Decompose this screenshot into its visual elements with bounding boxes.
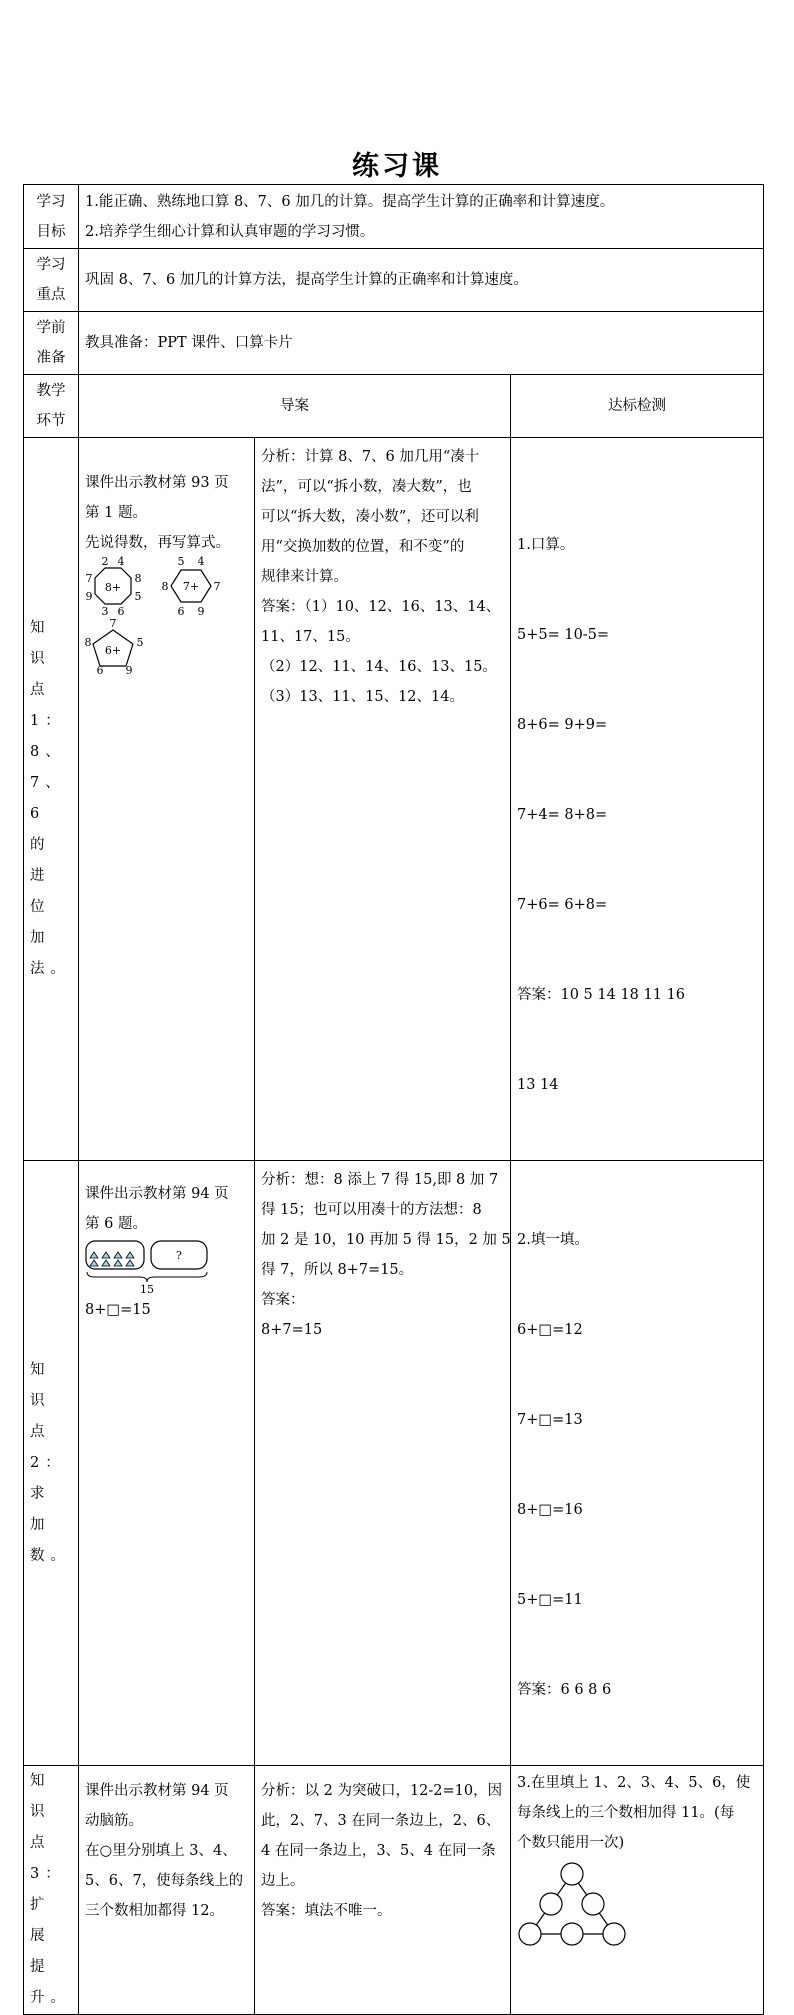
hexagon-num: 7 (213, 580, 221, 593)
lesson-table (23, 184, 764, 2015)
row-goal (24, 185, 764, 249)
pentagon-num: 7 (109, 617, 117, 630)
row-header (24, 375, 764, 438)
octagon-num: 9 (85, 590, 93, 603)
row-k3 (24, 1766, 764, 2015)
k2-addend-figure (85, 1239, 225, 1295)
octagon-num: 4 (117, 555, 125, 568)
k3-analysis: 分析：以 2 为突破口，12-2=10，因 此，2、7、3 在同一条边上，2、6、 4 在同一条边上，3、5、4 在同一条 边上。 答案：填法不唯一。 (255, 1766, 511, 2015)
hexagon-num: 9 (197, 605, 205, 618)
total-brace (87, 1272, 207, 1282)
octagon-num: 6 (117, 605, 125, 618)
octagon-num: 7 (85, 572, 93, 585)
octagon-num: 2 (101, 555, 109, 568)
pentagon-num: 9 (125, 664, 133, 674)
octagon-num: 3 (101, 605, 109, 618)
row-k2 (24, 1161, 764, 1766)
hexagon-num: 8 (161, 580, 169, 593)
blank-circles (519, 1863, 625, 1945)
row-label-k1: 知 识 点 1： 8、7、 6 的 进 位 加法。 (24, 438, 79, 1161)
total-label: 15 (140, 1283, 154, 1295)
row-focus (24, 249, 764, 312)
k2-check: 2.填一填。 6+□=12 7+□=13 8+□=16 5+□=11 答案：6 6 8 6 (511, 1161, 764, 1766)
triangle-icons (90, 1252, 134, 1266)
hexagon-num: 5 (177, 555, 185, 568)
focus-text: 巩固 8、7、6 加几的计算方法，提高学生计算的正确率和计算速度。 (79, 249, 764, 312)
k1-check: 1.口算。 5+5= 10-5= 8+6= 9+9= 7+4= 8+8= 7+6= 6+8= 答案：10 5 14 18 11 16 13 14 (511, 438, 764, 1161)
k1-guide-left: 课件出示教材第 93 页 第 1 题。 先说得数，再写算式。 8+ 2 4 7 8 9 5 3 6 7+ 5 4 8 7 6 9 6+ 7 8 5 6 9 (79, 438, 255, 1161)
page-title: 练习课 (352, 151, 442, 182)
prep-text: 教具准备：PPT 课件、口算卡片 (79, 312, 764, 375)
k3-check: 3.在里填上 1、2、3、4、5、6，使 每条线上的三个数相加得 11。(每 个数只能用一次) (511, 1766, 764, 2015)
hexagon-num: 6 (177, 605, 185, 618)
row-label-goal: 学习 目标 (24, 185, 79, 249)
octagon-num: 8 (134, 572, 142, 585)
pentagon-num: 6 (96, 664, 104, 674)
goal-text: 1.能正确、熟练地口算 8、7、6 加几的计算。提高学生计算的正确率和计算速度。 2.培养学生细心计算和认真审题的学习习惯。 (79, 185, 764, 249)
hexagon-num: 4 (197, 555, 205, 568)
row-prep (24, 312, 764, 375)
row-k1 (24, 438, 764, 1161)
k3-guide-left: 课件出示教材第 94 页 动脑筋。 在○里分别填上 3、4、 5、6、7，使每条线上的 三个数相加都得 12。 (79, 1766, 255, 2015)
header-guide: 导案 (79, 375, 511, 438)
k2-analysis: 分析：想：8 添上 7 得 15,即 8 加 7 得 15；也可以用凑十的方法想：8 加 2 是 10，10 再加 5 得 15，2 加 5 得 7，所以 8+7=15。 答案： 8+7=15 (255, 1161, 511, 1766)
octagon-center: 8+ (104, 581, 122, 594)
k2-equation: 8+□=15 (85, 1302, 151, 1318)
question-mark: ? (176, 1249, 182, 1262)
pentagon-num: 8 (85, 636, 92, 649)
header-check: 达标检测 (511, 375, 764, 438)
octagon-num: 5 (134, 590, 142, 603)
k1-analysis: 分析：计算 8、7、6 加几用“凑十 法”，可以“拆小数，凑大数”，也 可以“拆大数，凑小数”，还可以利 用“交换加数的位置，和不变”的 规律来计算。 答案：（1）10、12、16、13、14、 11、17、15。 （2）12、11、14、16、13、15。 （3）13、11、15、12、14。 (255, 438, 511, 1161)
triangle-circles-figure (517, 1860, 627, 1948)
pentagon-center: 6+ (104, 644, 122, 657)
k1-shapes-figure (85, 554, 245, 674)
k2-guide-left: 课件出示教材第 94 页 第 6 题。 ? 15 8+□=15 (79, 1161, 255, 1766)
row-label-k2: 知 识 点 2： 求 加 数。 (24, 1161, 79, 1766)
row-label-prep: 学前 准备 (24, 312, 79, 375)
hexagon-center: 7+ (182, 580, 200, 593)
row-label-header: 教学 环节 (24, 375, 79, 438)
row-label-k3: 知 识 点 3： 扩 展 提升。 (24, 1766, 79, 2015)
row-label-focus: 学习 重点 (24, 249, 79, 312)
pentagon-num: 5 (136, 636, 144, 649)
